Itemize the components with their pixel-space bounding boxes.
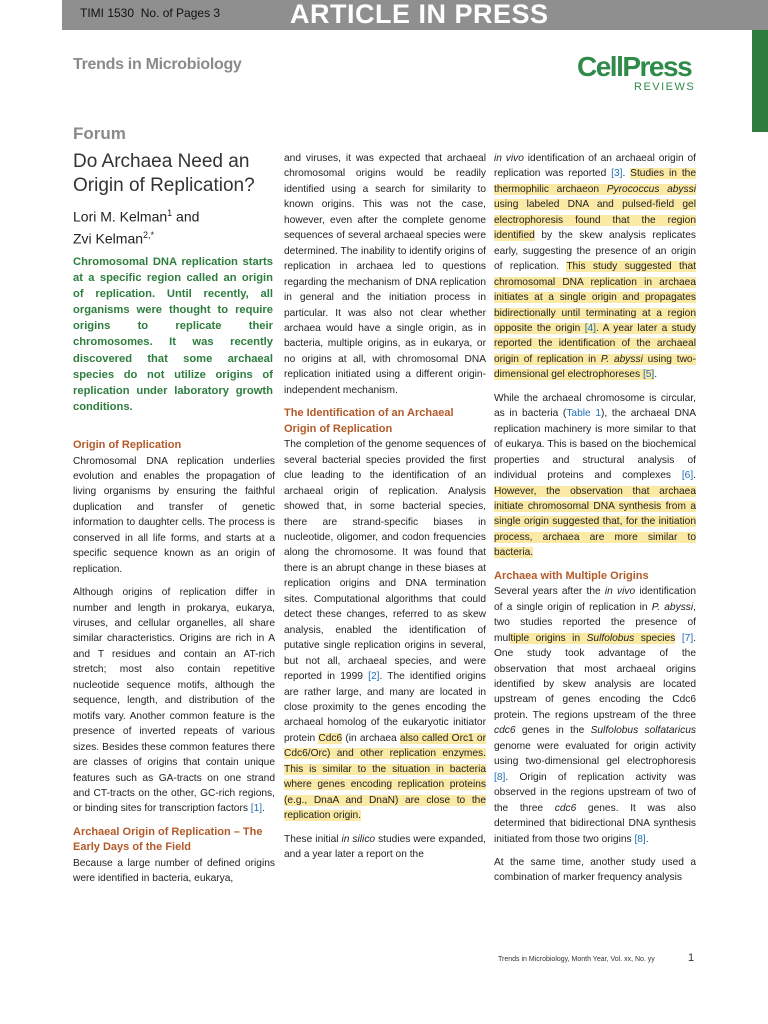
footer-citation: Trends in Microbiology, Month Year, Vol. xx, No. yy xyxy=(498,956,655,963)
italic-text: cdc6 xyxy=(554,802,577,814)
italic-text: in vivo xyxy=(604,586,636,598)
section-tab-marker xyxy=(752,30,768,132)
highlighted-text xyxy=(510,633,675,644)
paragraph xyxy=(494,584,696,847)
section-heading: Origin of Replication xyxy=(73,439,182,451)
paragraph xyxy=(494,855,696,886)
journal-name: Trends in Microbiology xyxy=(73,56,242,73)
section-heading: Archaeal Origin of Replication – The Early Days of the Field xyxy=(73,825,263,854)
text-run: The completion of the genome sequences of several bacterial species provided the first clue leading to the identification of an archaeal origin of replication. Analysis showed that, in some bacterial species, there are strand-specific biases in nucleotide, oligomer, and codon frequencies along the chromosome. It was found that there is an abrupt change in these biases at replication origins and DNA termination sites. Computational algorithms that could detect these changes, referred to as skew analysis, enabled the identification of putative single replication origins in several, but not all, archaeal species, and were reported in 1999 xyxy=(284,439,486,683)
text-run: genome were evaluated for origin activity using two-dimensional gel electrophoresis xyxy=(494,740,696,768)
reference-link[interactable]: [8] xyxy=(494,771,506,783)
text-run: . A year later a study reported the identification of the archaeal origin of replication in xyxy=(494,322,696,365)
text-run: . Origin of replication activity was observed in the regions upstream of two of the three xyxy=(494,771,696,814)
highlighted-text: also called Orc1 or Cdc6/Orc) and other replication enzymes. This is similar to the situation in bacteria where genes encoding replication proteins (e.g., DnaA and DnaN) are close to the replication origin. xyxy=(284,732,486,822)
text-run: tiple origins in xyxy=(510,632,587,644)
text-run: While the archaeal chromosome is circular, as in bacteria ( xyxy=(494,392,696,420)
publisher-logo-subtitle: REVIEWS xyxy=(634,81,696,93)
text-run: , two studies reported the presence of mul xyxy=(494,601,696,644)
text-run: Studies in the thermophilic archaeon xyxy=(494,168,696,195)
italic-text: Pyrococcus abyssi xyxy=(606,183,696,195)
author-affiliation-mark: 2,* xyxy=(143,229,155,240)
italic-text: Sulfolobus solfataricus xyxy=(590,725,696,737)
text-run: using two-dimensional gel electrophoreses xyxy=(494,353,696,381)
text-run: Chromosomal DNA replication underlies evolution and enables the propagation of living organisms by ensuring the faithful duplication and transfer of genetic information to daughter cells. The process is conserved in all life forms, and starts at a specific sequence known as an origin of replication. xyxy=(73,455,275,575)
reference-link[interactable]: [5] xyxy=(642,369,655,381)
text-run: These initial xyxy=(284,833,342,845)
article-title: Do Archaea Need an Origin of Replication? xyxy=(73,151,255,196)
reference-link[interactable]: [4] xyxy=(584,322,597,334)
text-run: species xyxy=(634,632,676,644)
text-column-3 xyxy=(494,151,696,894)
paragraph xyxy=(73,585,275,817)
reference-link[interactable]: [6] xyxy=(681,470,694,482)
paragraph xyxy=(73,454,275,578)
text-run: studies were expanded, and a year later a report on the xyxy=(284,833,486,861)
publisher-logo: CellPress xyxy=(577,51,692,82)
author-name: Lori M. Kelman xyxy=(73,208,168,225)
text-run: identification of a single origin of replication in xyxy=(494,586,696,613)
section-label: Forum xyxy=(73,124,126,143)
section-heading: Archaea with Multiple Origins xyxy=(494,569,649,582)
reference-link[interactable]: [2] xyxy=(368,671,380,683)
text-run: (in archaea xyxy=(342,732,400,744)
highlighted-text xyxy=(494,261,696,380)
reference-link[interactable]: [7] xyxy=(681,632,694,644)
text-run: . xyxy=(654,369,658,381)
italic-text: Sulfolobus xyxy=(586,632,635,644)
text-run: . xyxy=(693,470,696,482)
abstract: Chromosomal DNA replication starts at a specific region called an origin of replication. Until recently, all organisms were thought to require origins to replicate their chromosomes. It was recently discovered that some archaeal species do not utilize origins of replication under laboratory growth conditions. xyxy=(73,256,273,413)
italic-text: cdc6 xyxy=(494,725,516,737)
text-column-2 xyxy=(284,151,486,870)
italic-text: in vivo xyxy=(494,153,524,164)
page-number: 1 xyxy=(688,952,695,964)
reference-link[interactable]: [3] xyxy=(611,168,623,180)
text-run: At the same time, another study used a combination of marker frequency analysis xyxy=(494,856,696,884)
reference-link[interactable]: [1] xyxy=(250,803,263,815)
text-run: by the skew analysis replicates early, suggesting the presence of an origin of replication. xyxy=(494,230,696,273)
text-run: genes in the xyxy=(515,725,591,737)
italic-text: P. abyssi xyxy=(600,353,643,365)
job-info xyxy=(80,6,220,20)
text-run: . The identified origins are rather large, and many are located in close proximity to the genes encoding the archaeal homolog of the eukaryotic initiator protein xyxy=(284,671,486,744)
paragraph xyxy=(494,151,696,383)
paragraph xyxy=(284,832,486,863)
highlighted-text: Cdc6 xyxy=(318,732,343,744)
page-count: No. of Pages 3 xyxy=(140,6,221,20)
text-run: using labeled DNA and pulsed-field gel electrophoresis found that the region identified xyxy=(494,199,696,242)
text-run: . xyxy=(622,168,631,180)
text-column-1 xyxy=(73,432,275,895)
text-run: Several years after the xyxy=(494,586,605,598)
text-run: Because a large number of defined origins were identified in bacteria, eukarya, xyxy=(73,857,275,885)
author-conjunction: and xyxy=(172,208,200,225)
job-number: TIMI 1530 xyxy=(80,6,135,20)
text-run: . One study took advantage of the observation that most archaeal origins identified by skew analysis are located upstream of genes encoding the Cdc6 protein. The regions upstream of the three xyxy=(494,632,696,721)
paragraph xyxy=(284,151,486,398)
paragraph xyxy=(494,391,696,561)
author-list xyxy=(73,204,273,247)
text-run: . xyxy=(645,833,649,845)
text-run: genes. It was also determined that bidirectional DNA synthesis initiated from those two origins xyxy=(494,802,696,845)
section-heading: The Identification of an Archaeal Origin of Replication xyxy=(284,407,454,435)
author-name: Zvi Kelman xyxy=(73,230,144,247)
table-link[interactable]: Table 1 xyxy=(566,408,602,420)
text-run: ), the archaeal DNA replication machinery is more similar to that of eukarya. This is based on the biochemical properties and structural analysis of individual proteins and complexes xyxy=(494,408,696,482)
paragraph xyxy=(284,437,486,823)
paragraph xyxy=(73,856,275,887)
italic-text: in silico xyxy=(341,833,376,845)
text-run: . xyxy=(262,803,265,815)
italic-text: P. abyssi xyxy=(651,601,694,613)
reference-link[interactable]: [8] xyxy=(634,833,646,845)
article-in-press-label: ARTICLE IN PRESS xyxy=(290,0,549,29)
highlighted-text: However, the observation that archaea initiate chromosomal DNA synthesis from a single origin suggested that, for the initiation process, archaea are more similar to bacteria. xyxy=(494,485,696,559)
text-run: identification of an archaeal origin of replication was reported xyxy=(494,153,696,180)
text-run: Although origins of replication differ in number and length in prokarya, eukarya, viruses, and cellular organelles, all share similar characteristics. Origins are rich in A and T residues and contain an AT-rich stretch; most also contain repetitive nucleotide sequence motifs, although the sequence, length, and distribution of the motifs vary. Another common feature is the presence of inverted repeats of various sizes. Besides these common features there are classes of origins that contain unique features such as GA-tracts on one strand and CT-tracts on the other, GC-rich regions, or binding sites for transcription factors xyxy=(73,587,275,815)
author-affiliation-mark: 1 xyxy=(167,208,173,218)
text-run: This study suggested that chromosomal DNA replication in archaea initiates at a single origin and propagates bidirectionally until terminating at a region opposite the origin xyxy=(494,261,696,334)
text-run: and viruses, it was expected that archaeal chromosomal origins would be readily identified using a search for similarity to known origins. This was not the case, however, even after the complete genome sequences of several archaeal species were determined. The inability to identify origins of replication in archaea led to questions regarding the mechanism of DNA replication in general and the initiation process in particular. It was also not clear whether archaea would have a single origin, as in bacteria, multiple origins, as in eukarya, or no origins at all, with chromosomal DNA replication initiated using a different origin-independent mechanism. xyxy=(284,153,486,396)
